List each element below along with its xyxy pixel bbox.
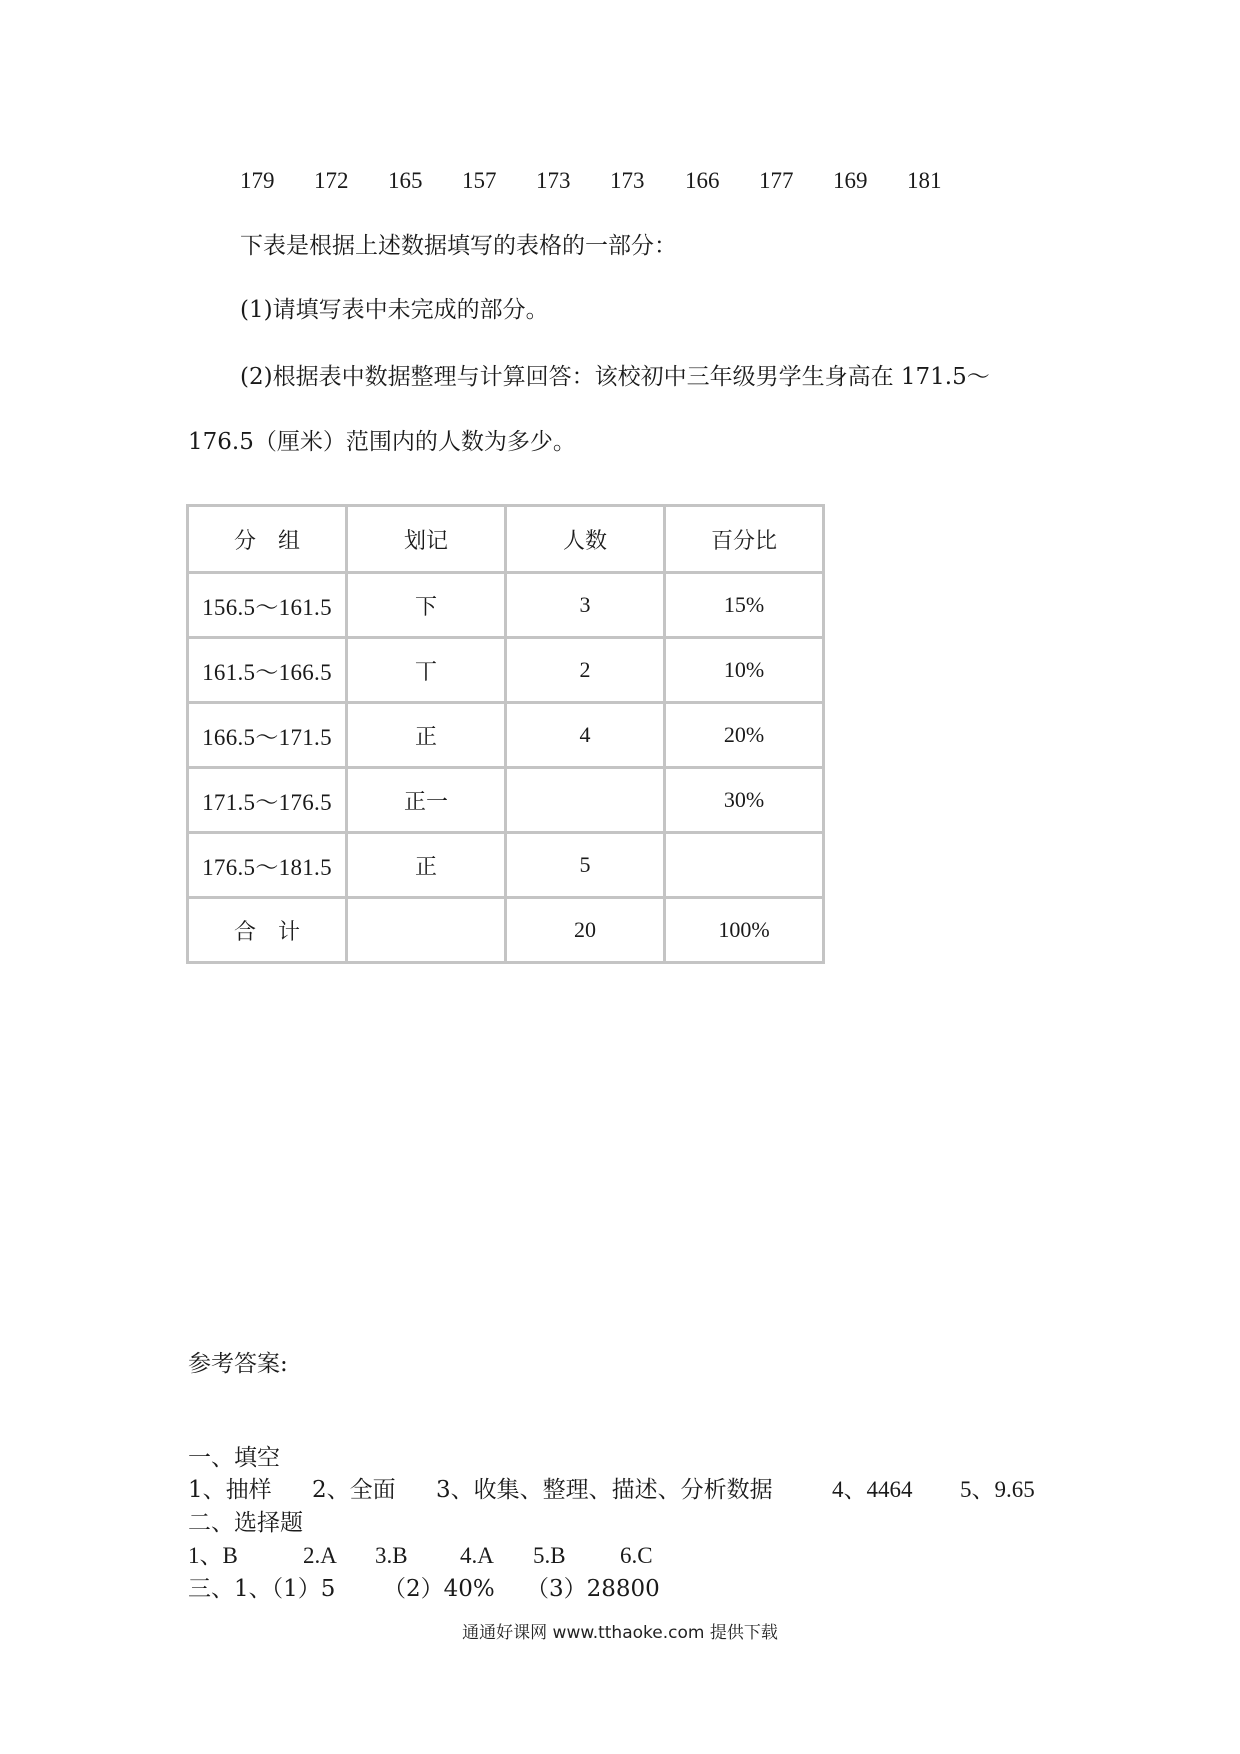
group-cell: 161.5～166.5 [188,638,347,703]
table-row [188,833,824,898]
answer-item: 4、4464 [832,1477,913,1502]
data-value: 173 [536,168,571,193]
header-group: 分 组 [188,506,347,573]
table-row [188,638,824,703]
section-2-title: 二、选择题 [188,1510,303,1536]
data-value: 166 [685,168,720,193]
tally-cell: 正一 [347,768,506,833]
data-value: 165 [388,168,423,193]
percent-cell: 15% [665,573,824,638]
tally-cell: 下 [347,573,506,638]
answer-item: 3、收集、整理、描述、分析数据 [436,1477,773,1503]
data-value: 181 [907,168,942,193]
tally-cell: 正 [347,703,506,768]
answer-item: 5.B [533,1543,566,1568]
group-cell: 176.5～181.5 [188,833,347,898]
total-percent-cell: 100% [665,898,824,963]
table-row [188,573,824,638]
data-value: 172 [314,168,349,193]
percent-cell [665,833,824,898]
height-data-row [240,168,960,202]
table-row [188,768,824,833]
answer-item: 1、抽样 [188,1477,272,1503]
answer-item: 4.A [460,1543,494,1568]
data-value: 179 [240,168,275,193]
total-count-cell: 20 [506,898,665,963]
percent-cell: 10% [665,638,824,703]
section-1-title: 一、填空 [188,1445,280,1471]
table-row [188,703,824,768]
answer-item: （2）40% [383,1576,495,1602]
tally-cell: 正 [347,833,506,898]
answer-item: （3）28800 [526,1576,660,1602]
data-value: 177 [759,168,794,193]
count-cell: 5 [506,833,665,898]
table-header-row [188,506,824,573]
answer-item: 5、9.65 [960,1477,1035,1502]
intro-text: 下表是根据上述数据填写的表格的一部分： [240,233,677,259]
percent-cell: 30% [665,768,824,833]
count-cell: 2 [506,638,665,703]
table-total-row [188,898,824,963]
answer-item: 2.A [303,1543,337,1568]
question-2-line-2: 176.5（厘米）范围内的人数为多少。 [188,429,576,455]
header-count: 人数 [506,506,665,573]
question-2-line-1: (2)根据表中数据整理与计算回答：该校初中三年级男学生身高在 171.5～ [240,364,990,390]
header-percent: 百分比 [665,506,824,573]
answers-heading: 参考答案: [188,1351,288,1377]
data-value: 169 [833,168,868,193]
data-value: 173 [610,168,645,193]
data-value: 157 [462,168,497,193]
page-footer: 通通好课网 www.tthaoke.com 提供下载 [462,1623,778,1643]
answer-item: 3.B [375,1543,408,1568]
count-cell: 4 [506,703,665,768]
total-tally-cell [347,898,506,963]
count-cell [506,768,665,833]
group-cell: 166.5～171.5 [188,703,347,768]
answer-item: 2、全面 [312,1477,396,1503]
group-cell: 171.5～176.5 [188,768,347,833]
total-label-cell: 合 计 [188,898,347,963]
group-cell: 156.5～161.5 [188,573,347,638]
count-cell: 3 [506,573,665,638]
percent-cell: 20% [665,703,824,768]
tally-cell: 丅 [347,638,506,703]
header-tally: 划记 [347,506,506,573]
answer-item: 1、B [188,1543,238,1568]
question-1: (1)请填写表中未完成的部分。 [240,297,549,323]
answer-item: 三、1、（1）5 [188,1576,336,1602]
answer-item: 6.C [620,1543,653,1568]
frequency-table [186,504,825,964]
